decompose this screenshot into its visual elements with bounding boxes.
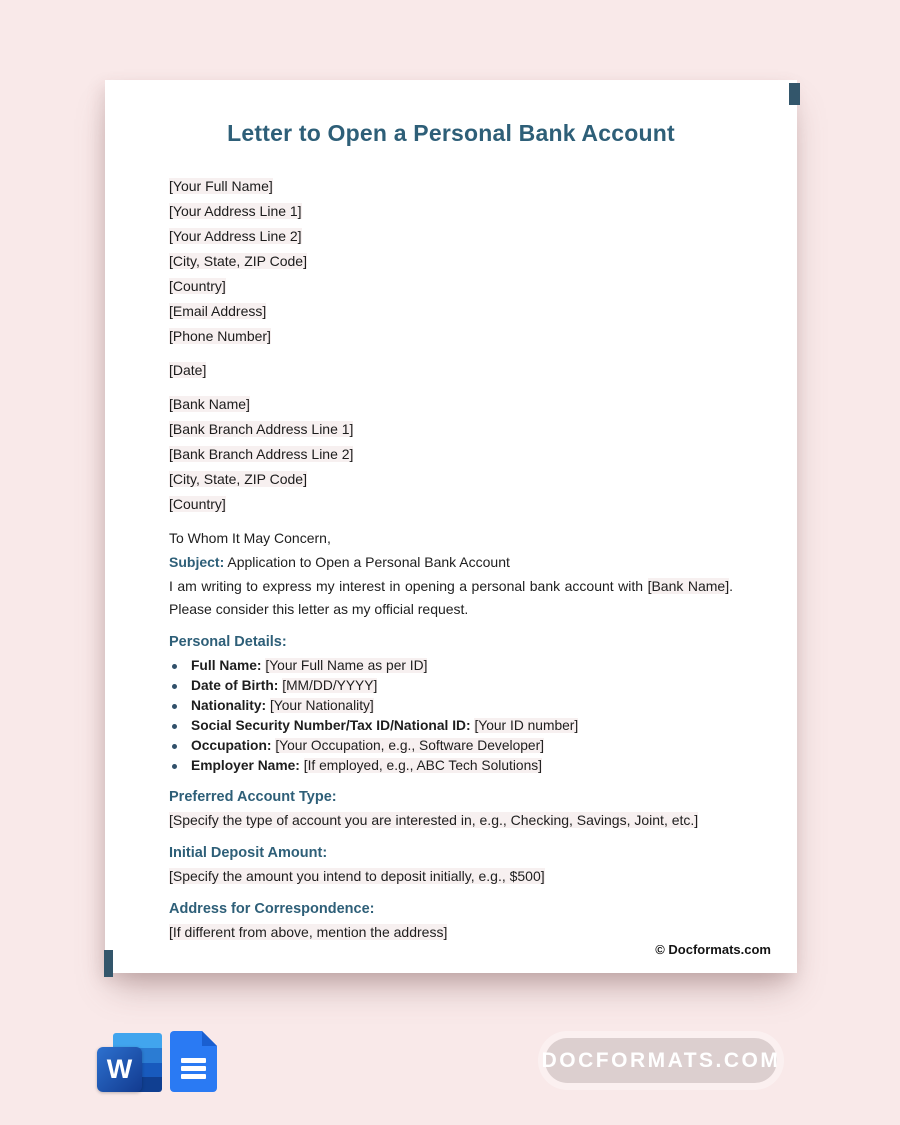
- sender-name: [Your Full Name]: [169, 178, 273, 194]
- word-badge: [97, 1047, 142, 1092]
- personal-details-list: [169, 656, 733, 776]
- detail-value: [MM/DD/YYYY]: [282, 678, 378, 693]
- list-item: [169, 676, 733, 696]
- bank-city-state-zip: [City, State, ZIP Code]: [169, 471, 307, 487]
- intro-before: I am writing to express my interest in opening a personal bank account with: [169, 578, 644, 594]
- sender-email: [Email Address]: [169, 303, 267, 319]
- sender-address-2: [Your Address Line 2]: [169, 228, 302, 244]
- section-heading-account-type: Preferred Account Type:: [169, 789, 337, 805]
- detail-value: [Your Nationality]: [269, 698, 374, 713]
- detail-label: Nationality:: [191, 698, 267, 713]
- bank-country: [Country]: [169, 496, 226, 512]
- detail-value: [Your Occupation, e.g., Software Developer]: [275, 738, 545, 753]
- site-badge: [541, 1038, 781, 1083]
- list-item: [169, 736, 733, 756]
- intro-after: . Please consider this letter as my official request.: [169, 578, 733, 617]
- detail-label: Occupation:: [191, 738, 272, 753]
- sender-city-state-zip: [City, State, ZIP Code]: [169, 253, 307, 269]
- gdocs-text-line: [181, 1066, 206, 1071]
- recipient-address-block: [169, 392, 733, 517]
- bank-name: [Bank Name]: [169, 396, 250, 412]
- account-type-placeholder: [Specify the type of account you are interested in, e.g., Checking, Savings, Joint, etc.]: [169, 812, 699, 828]
- detail-label: Date of Birth:: [191, 678, 279, 693]
- word-letter: W: [106, 1054, 133, 1084]
- detail-value: [Your Full Name as per ID]: [265, 658, 428, 673]
- subject-label: Subject:: [169, 554, 225, 570]
- gdocs-text-line: [181, 1074, 206, 1079]
- google-docs-download-icon[interactable]: [170, 1031, 217, 1092]
- subject-line: [169, 550, 733, 574]
- subject-text: Application to Open a Personal Bank Account: [227, 554, 510, 570]
- intro-bank-name-placeholder: [Bank Name]: [647, 578, 730, 594]
- intro-paragraph: [169, 575, 733, 621]
- list-item: [169, 656, 733, 676]
- detail-label: Full Name:: [191, 658, 262, 673]
- sender-country: [Country]: [169, 278, 226, 294]
- list-item: [169, 696, 733, 716]
- correspondence-placeholder: [If different from above, mention the address]: [169, 924, 448, 940]
- initial-deposit-placeholder: [Specify the amount you intend to deposit initially, e.g., $500]: [169, 868, 545, 884]
- detail-value: [Your ID number]: [474, 718, 579, 733]
- bank-address-1: [Bank Branch Address Line 1]: [169, 421, 354, 437]
- sender-address-block: [169, 174, 733, 349]
- gdocs-text-line: [181, 1058, 206, 1063]
- page-corner-accent-top: [789, 83, 800, 105]
- site-badge-text: DOCFORMATS.COM: [541, 1048, 781, 1072]
- detail-value: [If employed, e.g., ABC Tech Solutions]: [303, 758, 542, 773]
- sender-phone: [Phone Number]: [169, 328, 271, 344]
- word-download-icon[interactable]: [97, 1033, 162, 1092]
- section-heading-correspondence: Address for Correspondence:: [169, 901, 375, 917]
- salutation: To Whom It May Concern,: [169, 530, 331, 546]
- section-heading-personal-details: Personal Details:: [169, 634, 287, 650]
- page-title: Letter to Open a Personal Bank Account: [227, 120, 675, 146]
- detail-label: Social Security Number/Tax ID/National ID:: [191, 718, 471, 733]
- bank-address-2: [Bank Branch Address Line 2]: [169, 446, 354, 462]
- page-corner-accent-bottom: [104, 950, 113, 977]
- detail-label: Employer Name:: [191, 758, 300, 773]
- sender-address-1: [Your Address Line 1]: [169, 203, 302, 219]
- section-heading-initial-deposit: Initial Deposit Amount:: [169, 845, 328, 861]
- date-placeholder: [Date]: [169, 362, 207, 378]
- list-item: [169, 716, 733, 736]
- list-item: [169, 756, 733, 776]
- document-page: [105, 80, 797, 973]
- copyright-footer: © Docformats.com: [655, 942, 771, 957]
